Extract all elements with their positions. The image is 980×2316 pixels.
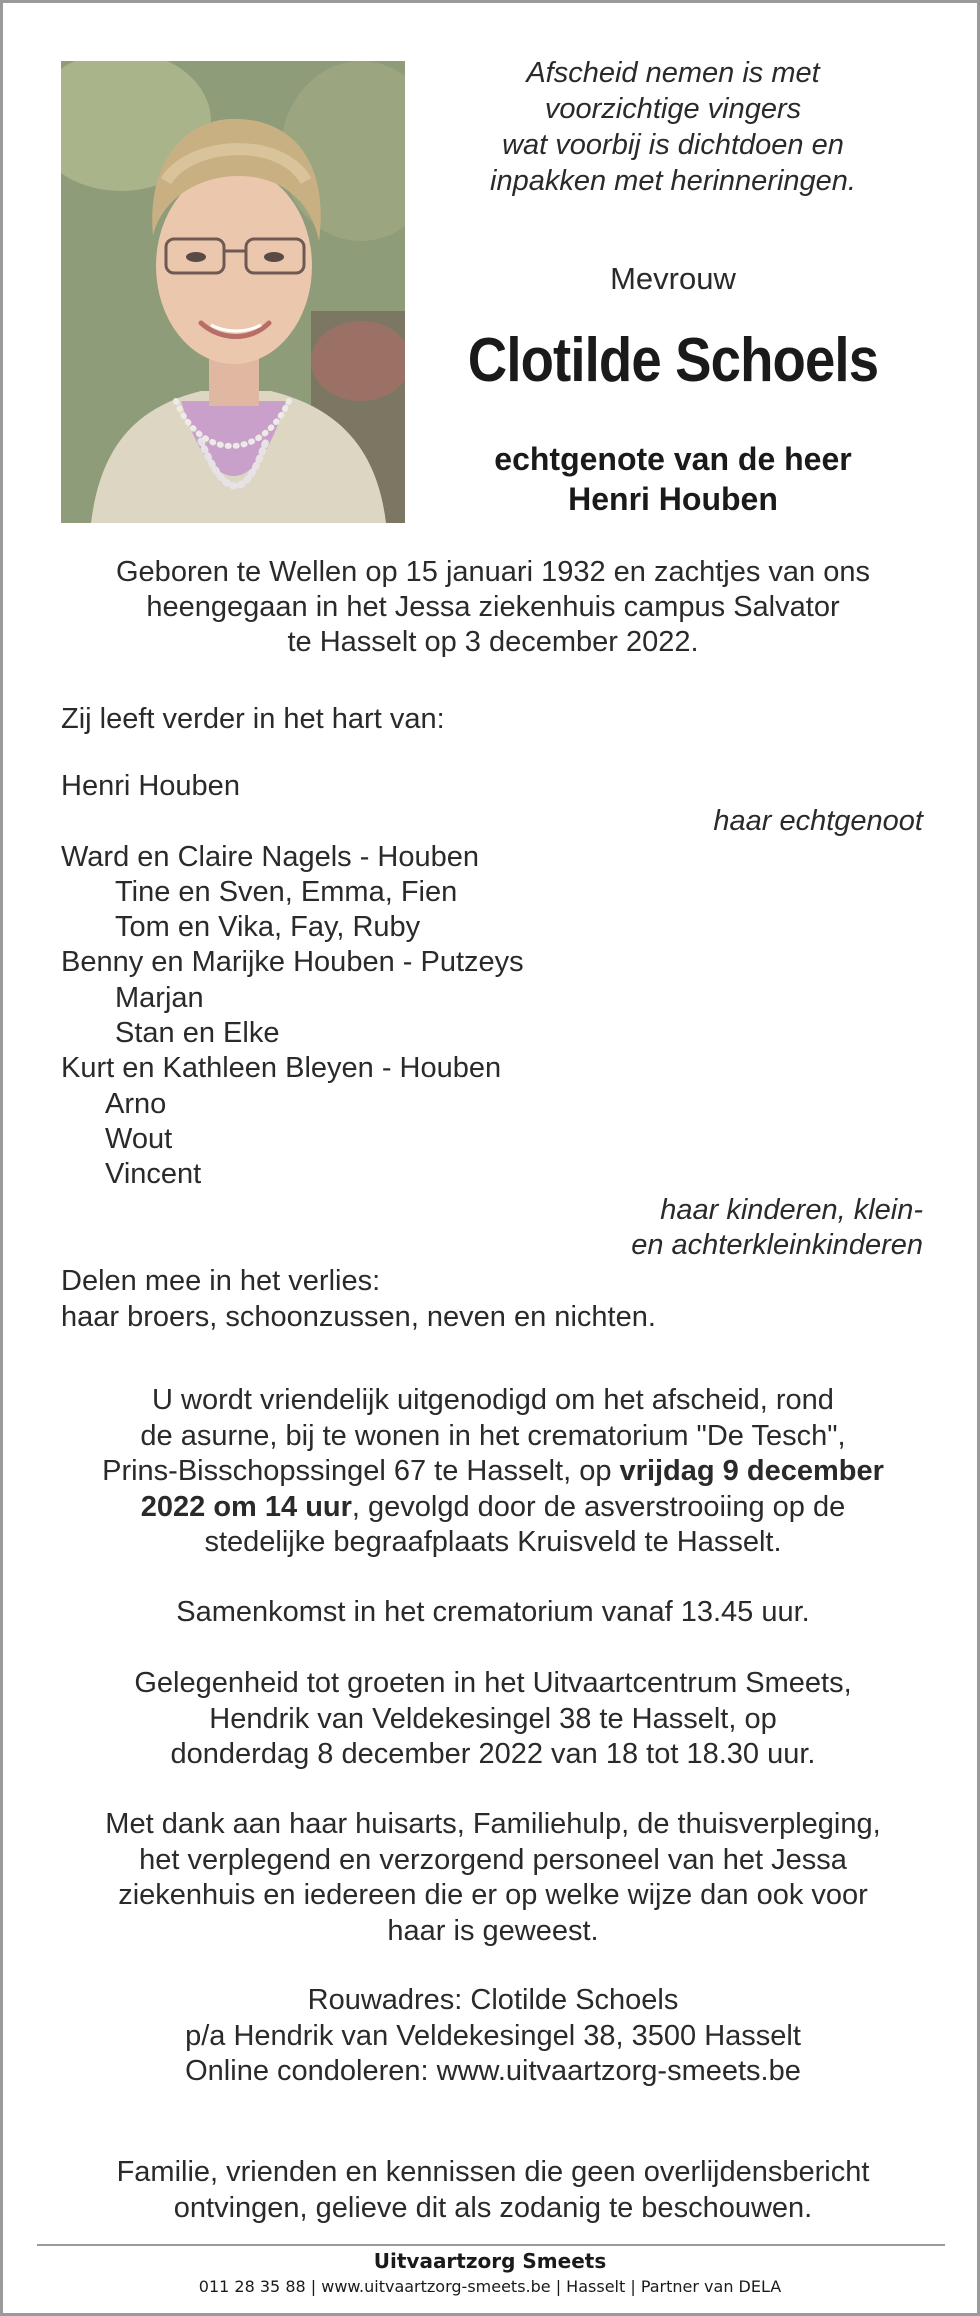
invitation-line: de asurne, bij te wonen in het crematorium "De Tesch",	[140, 1419, 846, 1452]
birth-line: te Hasselt op 3 december 2022.	[287, 626, 699, 658]
family-role: haar kinderen, klein-	[660, 1193, 923, 1226]
deceased-name: Clotilde Schoels	[467, 326, 879, 395]
invitation-line: U wordt vriendelijk uitgenodigd om het afscheid, rond	[152, 1384, 834, 1416]
poem-line: Afscheid nemen is met	[526, 57, 820, 89]
invitation-line: stedelijke begraafplaats Kruisveld te Hasselt.	[204, 1526, 782, 1558]
address-line: Online condoleren: www.uitvaartzorg-smeets.be	[185, 2055, 801, 2087]
address-line: p/a Hendrik van Veldekesingel 38, 3500 Hasselt	[185, 2019, 801, 2052]
poem-line: voorzichtige vingers	[544, 93, 802, 125]
thanks-line: Met dank aan haar huisarts, Familiehulp, de thuisverpleging,	[105, 1808, 881, 1840]
birth-line: Geboren te Wellen op 15 januari 1932 en zachtjes van ons	[116, 556, 870, 588]
salutation: Mevrouw	[610, 261, 736, 296]
family-member: Ward en Claire Nagels - Houben	[61, 840, 480, 873]
greeting-paragraph	[43, 1666, 943, 1773]
poem-line: wat voorbij is dichtdoen en	[502, 129, 844, 161]
poem	[443, 55, 903, 199]
family-member: Tom en Vika, Fay, Ruby	[115, 911, 421, 944]
shared-loss	[61, 1263, 656, 1335]
invitation-line	[43, 1454, 943, 1490]
poem-line: inpakken met herinneringen.	[490, 165, 856, 197]
family-member: Arno	[105, 1087, 167, 1120]
birth-line: heengegaan in het Jessa ziekenhuis campus Salvator	[146, 591, 840, 623]
family-member: Henri Houben	[61, 770, 240, 802]
thanks-line: het verplegend en verzorgend personeel van het Jessa	[139, 1843, 847, 1876]
footer-divider	[37, 2244, 945, 2246]
lives-on-heading: Zij leeft verder in het hart van:	[61, 703, 445, 735]
spouse-mention	[443, 439, 903, 519]
spouse-line: echtgenote van de heer	[494, 441, 852, 477]
family-member: Tine en Sven, Emma, Fien	[115, 875, 458, 908]
family-member: Kurt en Kathleen Bleyen - Houben	[61, 1052, 502, 1085]
notice-line: Familie, vrienden en kennissen die geen overlijdensbericht	[116, 2156, 870, 2188]
gathering-notice: Samenkomst in het crematorium vanaf 13.45 uur.	[176, 1596, 810, 1628]
family-member: Wout	[105, 1122, 173, 1155]
thanks-line: ziekenhuis en iedereen die er op welke wijze dan ook voor	[118, 1879, 868, 1911]
footer-contact: 011 28 35 88 | www.uitvaartzorg-smeets.be | Hasselt | Partner van DELA	[198, 2277, 782, 2296]
greeting-line: Hendrik van Veldekesingel 38 te Hasselt, op	[209, 1702, 777, 1735]
family-list	[61, 769, 923, 1263]
address-line: Rouwadres: Clotilde Schoels	[307, 1984, 679, 2016]
notice-line: ontvingen, gelieve dit als zodanig te beschouwen.	[173, 2191, 813, 2224]
notice-paragraph	[43, 2155, 943, 2226]
greeting-line: Gelegenheid tot groeten in het Uitvaartcentrum Smeets,	[134, 1667, 852, 1699]
service-date: vrijdag 9 december	[619, 1455, 884, 1487]
loss-line: Delen mee in het verlies:	[61, 1265, 381, 1297]
invitation-text: Prins-Bisschopssingel 67 te Hasselt, op	[102, 1455, 620, 1487]
portrait-photo	[61, 61, 405, 523]
footer-company: Uitvaartzorg Smeets	[373, 2249, 607, 2273]
loss-line: haar broers, schoonzussen, neven en nichten.	[61, 1301, 656, 1333]
spouse-line: Henri Houben	[568, 481, 778, 517]
portrait-illustration	[61, 61, 405, 523]
invitation-text: , gevolgd door de asverstrooiing op de	[351, 1490, 846, 1523]
mourning-address	[43, 1983, 943, 2090]
family-member: Marjan	[115, 981, 204, 1014]
family-role: haar echtgenoot	[713, 805, 923, 838]
family-role: en achterkleinkinderen	[631, 1228, 923, 1261]
greeting-line: donderdag 8 december 2022 van 18 tot 18.30 uur.	[170, 1738, 816, 1770]
service-time: 2022 om 14 uur	[140, 1490, 352, 1523]
invitation-line	[43, 1490, 943, 1526]
family-member: Benny en Marijke Houben - Putzeys	[61, 946, 524, 979]
thanks-line: haar is geweest.	[387, 1914, 599, 1947]
thanks-paragraph	[43, 1807, 943, 1949]
birth-death-statement	[43, 555, 943, 660]
invitation-paragraph	[43, 1383, 943, 1561]
family-member: Vincent	[105, 1158, 202, 1191]
family-member: Stan en Elke	[115, 1017, 280, 1050]
